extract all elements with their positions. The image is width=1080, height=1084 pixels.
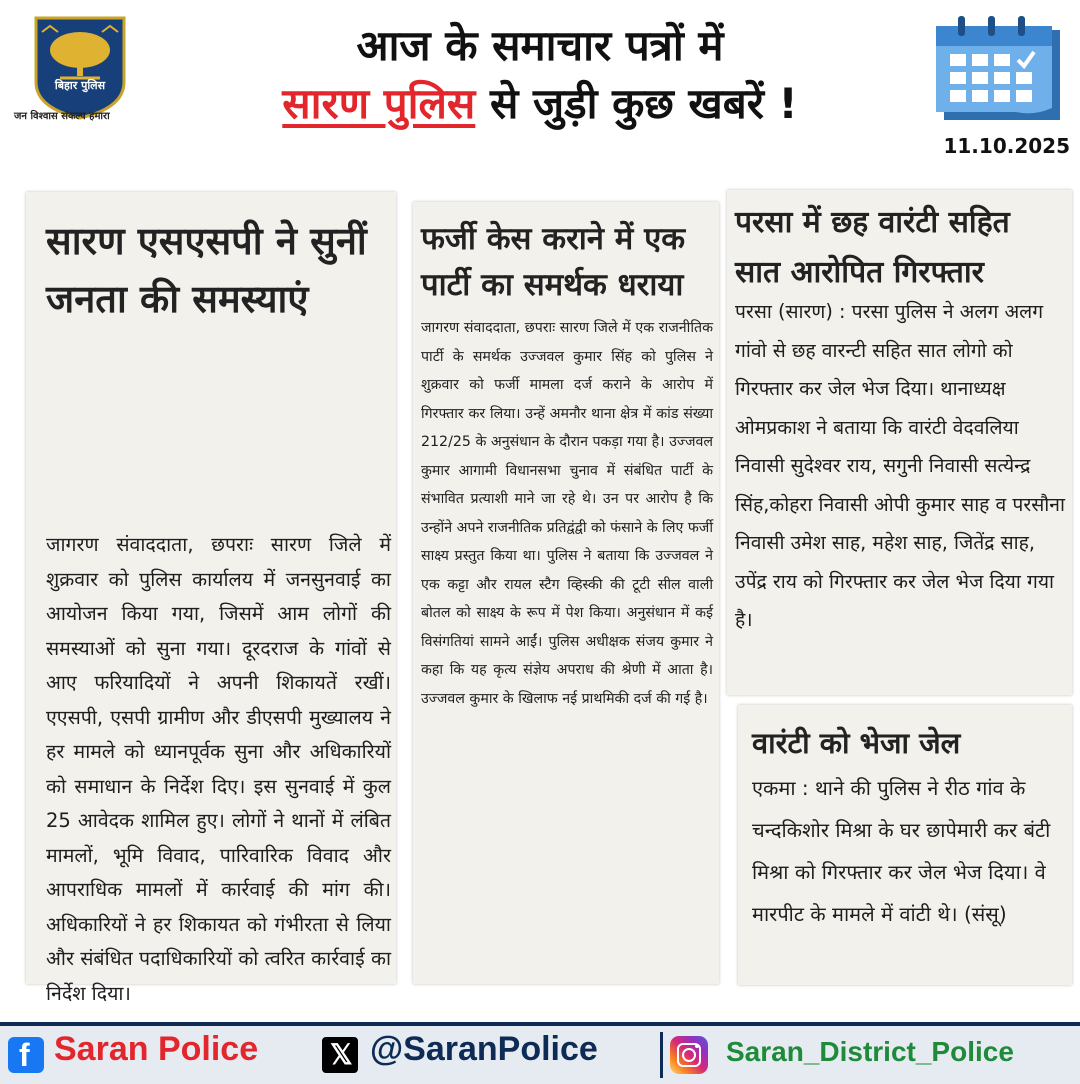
footer-divider xyxy=(660,1032,663,1078)
logo-tagline: जन विश्वास संकल्प हमारा xyxy=(14,111,110,122)
instagram-handle[interactable]: Saran_District_Police xyxy=(726,1036,1014,1067)
headline-line-2 xyxy=(180,74,900,134)
news-clipping-3 xyxy=(727,190,1072,695)
instagram-icon[interactable] xyxy=(670,1036,708,1074)
calendar-check-icon xyxy=(930,8,1070,128)
facebook-icon[interactable]: f xyxy=(8,1037,44,1073)
social-footer xyxy=(0,1022,1080,1084)
news-clipping-1 xyxy=(26,192,396,1005)
clipping-body: जागरण संवाददाता, छपराः सारण जिले में एक राजनीतिक पार्टी के समर्थक उज्जवल कुमार सिंह को पुलिस ने शुक्रवार को फर्जी मामला दर्ज कराने के आरोप में गिरफ्तार कर लिया। उन्हें अमनौर थाना क्षेत्र में कांड संख्या 212/25 के अनुसंधान के दौरान पकड़ा गया है। उज्जवल कुमार आगामी विधानसभा चुनाव में संबंधित पार्टी के संभावित प्रत्याशी माने जा रहे थे। उन पर आरोप है कि उन्होंने अपने राजनीतिक प्रतिद्वंद्वी को फंसाने के लिए फर्जी साक्ष्य प्रस्तुत किया था। पुलिस ने बताया कि उज्जवल ने एक कट्टा और रायल स्टैग व्हिस्की की टूटी सील वाली बोतल को साक्ष्य के रूप में पेश किया। अनुसंधान में कई विसंगतियां सामने आईं। पुलिस अधीक्षक संजय कुमार ने कहा कि यह कृत्य संज्ञेय अपराध की श्रेणी में आता है। उज्जवल कुमार के खिलाफ नई प्राथमिकी दर्ज की गई है। xyxy=(421,320,713,707)
clipping-body: जागरण संवाददाता, छपराः सारण जिले में शुक्रवार को पुलिस कार्यालय में जनसुनवाई का आयोजन किया गया, जिसमें आम लोगों की समस्याओं को सुना गया। दूरदराज के गांवों से आए फरियादियों ने अपनी शिकायतें रखीं। एएसपी, एसपी ग्रामीण और डीएसपी मुख्यालय ने हर मामले को ध्यानपूर्वक सुना और अधिकारियों को समाधान के निर्देश दिए। इस सुनवाई में कुल 25 आवेदक शामिल हुए। लोगों ने थानों में लंबित मामलों, भूमि विवाद, पारिवारिक विवाद और आपराधिक मामलों में कार्रवाई की मांग की। अधिकारियों ने हर शिकायत को गंभीरता से लिया और संबंधित पदाधिकारियों को त्वरित कार्रवाई का निर्देश दिया। xyxy=(46,533,391,1005)
news-clipping-4 xyxy=(738,705,1072,985)
date-label: 11.10.2025 xyxy=(943,134,1070,158)
x-icon[interactable]: 𝕏 xyxy=(322,1037,358,1073)
bihar-police-logo xyxy=(30,12,130,122)
clipping-body: एकमा : थाने की पुलिस ने रीठ गांव के चन्दकिशोर मिश्रा के घर छापेमारी कर बंटी मिश्रा को गिरफ्तार कर जेल भेज दिया। वे मारपीट के मामले में वांटी थे। (संसू) xyxy=(752,776,1051,926)
clipping-headline: वारंटी को भेजा जेल xyxy=(752,726,961,760)
headline-highlight: सारण पुलिस xyxy=(282,79,476,128)
clipping-headline: सारण एसएसपी ने सुनीं जनता की समस्याएं xyxy=(46,219,367,321)
logo-text: बिहार पुलिस xyxy=(54,79,106,92)
headline-line-1: आज के समाचार पत्रों में xyxy=(356,21,724,70)
headline-line-2-rest: से जुड़ी कुछ खबरें ! xyxy=(475,79,798,128)
clipping-headline: परसा में छह वारंटी सहित सात आरोपित गिरफ्तार xyxy=(735,205,1010,290)
x-handle[interactable]: @SaranPolice xyxy=(370,1030,598,1068)
news-clipping-2 xyxy=(413,202,719,984)
page-headline xyxy=(180,18,900,134)
clipping-body: परसा (सारण) : परसा पुलिस ने अलग अलग गांवो से छह वारन्टी सहित सात लोगो को गिरफ्तार कर जेल भेज दिया। थानाध्यक्ष ओमप्रकाश ने बताया कि वारंटी वेदवलिया निवासी सुदेश्वर राय, सगुनी निवासी सत्येन्द्र सिंह,कोहरा निवासी ओपी कुमार साह व परसौना निवासी उमेश साह, महेश साह, जितेंद्र साह, उपेंद्र राय को गिरफ्तार कर जेल भेज दिया गया है। xyxy=(735,300,1065,631)
clipping-headline: फर्जी केस कराने में एक पार्टी का समर्थक धराया xyxy=(421,221,686,303)
facebook-handle[interactable]: Saran Police xyxy=(54,1030,259,1068)
